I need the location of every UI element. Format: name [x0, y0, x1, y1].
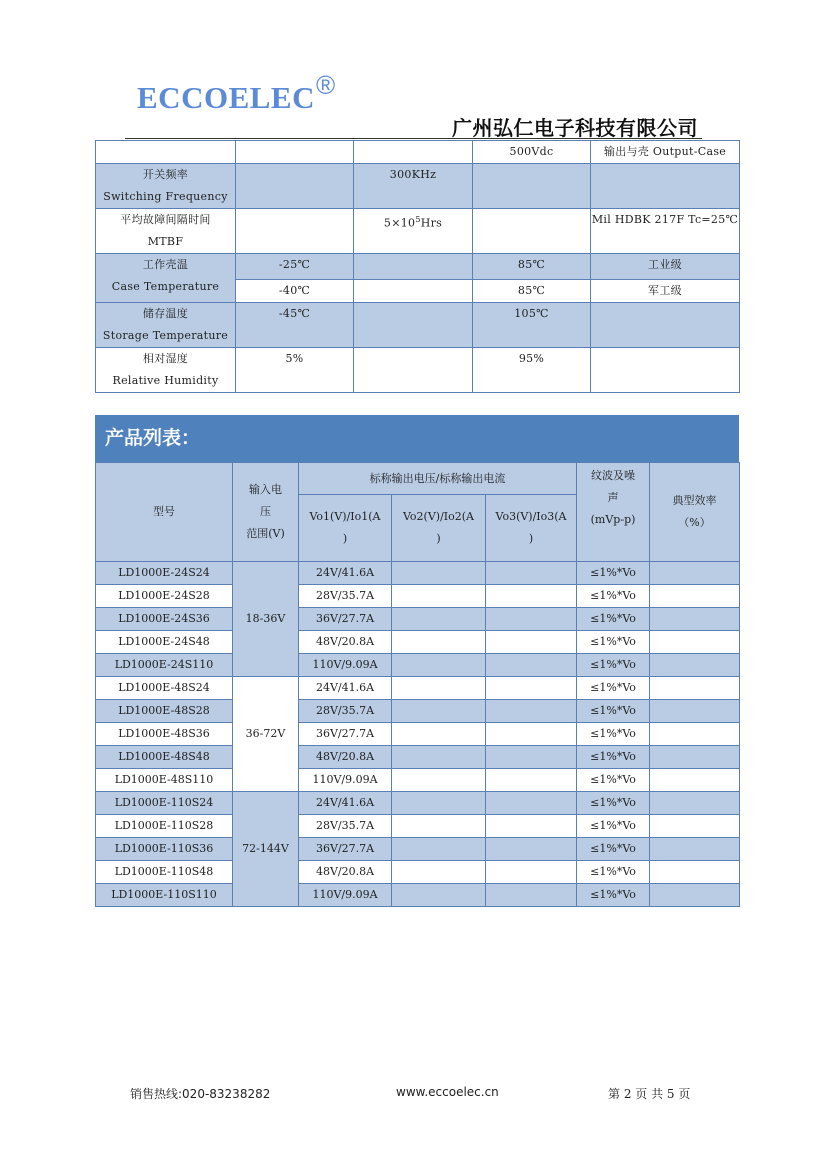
mtbf-note: Mil HDBK 217F Tc=25℃: [591, 209, 740, 254]
header-ripple: 纹波及噪 声 (mVp-p): [577, 463, 650, 562]
table-row: LD1000E-110S36 36V/27.7A ≤1%*Vo: [96, 838, 740, 861]
table-row: LD1000E-24S110 110V/9.09A ≤1%*Vo: [96, 654, 740, 677]
spec-row-switching: [96, 164, 740, 209]
header-model: 型号: [96, 463, 233, 562]
header-vo3: Vo3(V)/Io3(A ): [486, 495, 577, 562]
header-nominal: 标称输出电压/标称输出电流: [299, 463, 577, 495]
input-range: 72-144V: [233, 792, 299, 907]
table-row: LD1000E-48S36 36V/27.7A ≤1%*Vo: [96, 723, 740, 746]
company-logo: ECCOELEC: [137, 80, 315, 115]
header-rule: [125, 138, 702, 139]
company-name: 广州弘仁电子科技有限公司: [452, 116, 698, 140]
spec-row-case-temp-2: -40℃ 85℃ 军工级: [96, 280, 740, 303]
registered-mark: ®: [316, 70, 336, 100]
footer-hotline: 销售热线:020-83238282: [130, 1087, 271, 1101]
table-row: LD1000E-48S110 110V/9.09A ≤1%*Vo: [96, 769, 740, 792]
header-vo1: Vo1(V)/Io1(A ): [299, 495, 392, 562]
mtbf-label: 平均故障间隔时间 MTBF: [96, 209, 236, 254]
table-row: LD1000E-24S36 36V/27.7A ≤1%*Vo: [96, 608, 740, 631]
switching-label: 开关频率 Switching Frequency: [96, 164, 236, 209]
table-row: LD1000E-110S24 72-144V 24V/41.6A ≤1%*Vo: [96, 792, 740, 815]
product-header-row-1: [96, 463, 740, 495]
table-row: LD1000E-110S28 28V/35.7A ≤1%*Vo: [96, 815, 740, 838]
table-row: LD1000E-24S48 48V/20.8A ≤1%*Vo: [96, 631, 740, 654]
isolation-note: 输出与壳 Output-Case: [591, 141, 740, 164]
spec-row-mtbf: [96, 209, 740, 254]
spec-row-case-temp-1: 工作壳温 Case Temperature -25℃ 85℃ 工业级: [96, 254, 740, 280]
case-temp-label: 工作壳温 Case Temperature: [96, 254, 236, 303]
spec-row-storage: 储存温度 Storage Temperature -45℃ 105℃: [96, 303, 740, 348]
switching-typ: 300KHz: [354, 164, 473, 209]
mtbf-typ: $5\times 10^5Hrs$: [354, 209, 473, 254]
spec-row-isolation: [96, 141, 740, 164]
header-efficiency: 典型效率 （%）: [650, 463, 740, 562]
input-range: 18-36V: [233, 562, 299, 677]
product-list-table: [95, 462, 740, 907]
footer-page-number: 第 2 页 共 5 页: [608, 1087, 691, 1101]
footer-website[interactable]: www.eccoelec.cn: [396, 1085, 499, 1099]
header-vo2: Vo2(V)/Io2(A ): [392, 495, 486, 562]
table-row: LD1000E-48S28 28V/35.7A ≤1%*Vo: [96, 700, 740, 723]
spec-table: [95, 140, 740, 393]
storage-label: 储存温度 Storage Temperature: [96, 303, 236, 348]
input-range: 36-72V: [233, 677, 299, 792]
table-row: LD1000E-48S48 48V/20.8A ≤1%*Vo: [96, 746, 740, 769]
table-row: LD1000E-24S24 18-36V 24V/41.6A ≤1%*Vo: [96, 562, 740, 585]
humidity-label: 相对湿度 Relative Humidity: [96, 348, 236, 393]
spec-row-humidity: 相对湿度 Relative Humidity 5% 95%: [96, 348, 740, 393]
isolation-value: 500Vdc: [473, 141, 591, 164]
table-row: LD1000E-24S28 28V/35.7A ≤1%*Vo: [96, 585, 740, 608]
table-row: LD1000E-110S110 110V/9.09A ≤1%*Vo: [96, 884, 740, 907]
product-list-title: 产品列表：: [95, 415, 739, 462]
table-row: LD1000E-110S48 48V/20.8A ≤1%*Vo: [96, 861, 740, 884]
header-input: 输入电 压 范围(V): [233, 463, 299, 562]
table-row: LD1000E-48S24 36-72V 24V/41.6A ≤1%*Vo: [96, 677, 740, 700]
